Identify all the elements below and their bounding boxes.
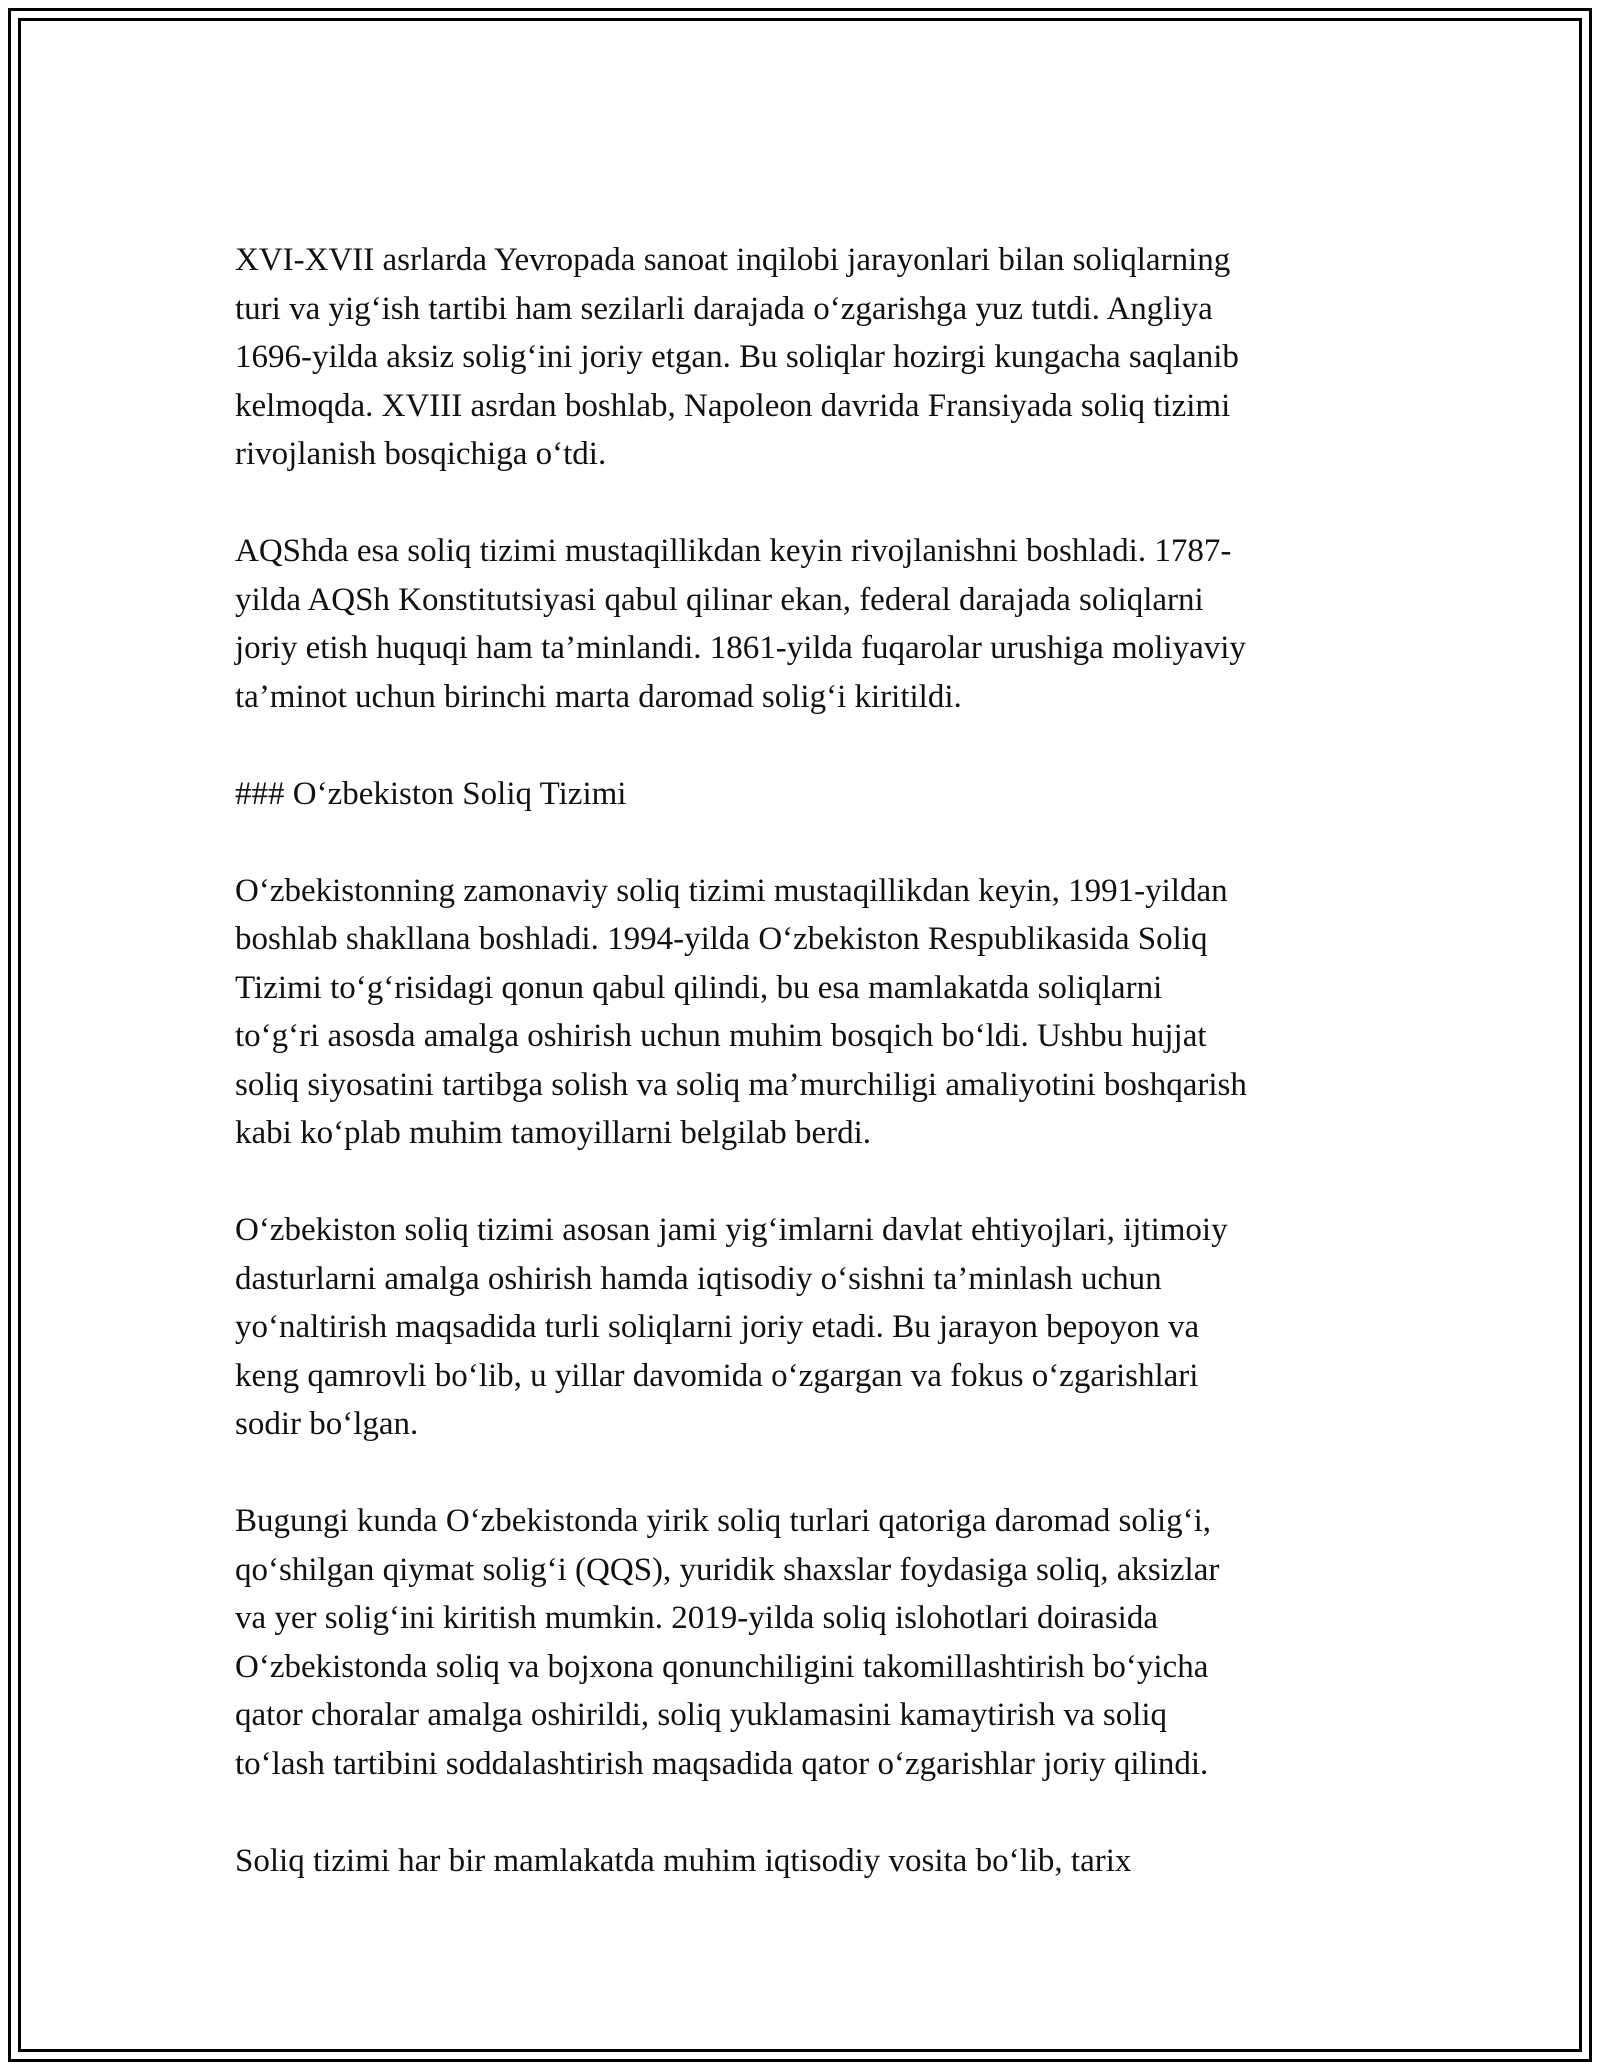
text-line: boshlab shakllana boshladi. 1994-yilda O‘zbekiston Respublikasida Soliq bbox=[235, 921, 1208, 957]
text-line: yilda AQSh Konstitutsiyasi qabul qilinar ekan, federal darajada soliqlarni bbox=[235, 581, 1204, 618]
paragraph-europe-history bbox=[235, 236, 1365, 479]
text-line: kelmoqda. XVIII asrdan boshlab, Napoleon davrida Fransiyada soliq tizimi bbox=[235, 387, 1231, 424]
text-line: qo‘shilgan qiymat solig‘i (QQS), yuridik shaxslar foydasiga soliq, aksizlar bbox=[235, 1551, 1220, 1588]
text-line: va yer solig‘ini kiritish mumkin. 2019-yilda soliq islohotlari doirasida bbox=[235, 1600, 1158, 1636]
text-line: yo‘naltirish maqsadida turli soliqlarni joriy etadi. Bu jarayon bepoyon va bbox=[235, 1309, 1200, 1345]
document-body bbox=[235, 236, 1365, 1885]
text-line: joriy etish huquqi ham ta’minlandi. 1861-yilda fuqarolar urushiga moliyaviy bbox=[235, 630, 1246, 666]
text-line: kabi ko‘plab muhim tamoyillarni belgilab berdi. bbox=[235, 1115, 872, 1151]
text-line: XVI-XVII asrlarda Yevropada sanoat inqilobi jarayonlari bilan soliqlarning bbox=[235, 242, 1231, 278]
text-line: sodir bo‘lgan. bbox=[235, 1406, 419, 1442]
text-line: O‘zbekiston soliq tizimi asosan jami yig‘imlarni davlat ehtiyojlari, ijtimoiy bbox=[235, 1212, 1228, 1248]
section-heading bbox=[235, 770, 1365, 819]
text-line: O‘zbekistonda soliq va bojxona qonunchiligini takomillashtirish bo‘yicha bbox=[235, 1648, 1209, 1685]
text-line: keng qamrovli bo‘lib, u yillar davomida o‘zgargan va fokus o‘zgarishlari bbox=[235, 1357, 1199, 1394]
paragraph-conclusion bbox=[235, 1837, 1365, 1886]
paragraph-uzbekistan-today bbox=[235, 1497, 1365, 1788]
text-line: AQShda esa soliq tizimi mustaqillikdan keyin rivojlanishni boshladi. 1787- bbox=[235, 533, 1232, 569]
text-line: to‘g‘ri asosda amalga oshirish uchun muhim bosqich bo‘ldi. Ushbu hujjat bbox=[235, 1018, 1207, 1054]
paragraph-usa-history bbox=[235, 527, 1365, 721]
text-line: Tizimi to‘g‘risidagi qonun qabul qilindi, bu esa mamlakatda soliqlarni bbox=[235, 969, 1163, 1006]
paragraph-uzbekistan-origin bbox=[235, 867, 1365, 1158]
text-line: O‘zbekistonning zamonaviy soliq tizimi mustaqillikdan keyin, 1991-yildan bbox=[235, 872, 1228, 909]
text-line: rivojlanish bosqichiga o‘tdi. bbox=[235, 436, 607, 472]
text-line: qator choralar amalga oshirildi, soliq yuklamasini kamaytirish va soliq bbox=[235, 1697, 1168, 1733]
paragraph-uzbekistan-purpose bbox=[235, 1206, 1365, 1449]
text-line: soliq siyosatini tartibga solish va soliq ma’murchiligi amaliyotini boshqarish bbox=[235, 1066, 1247, 1103]
text-line: 1696-yilda aksiz solig‘ini joriy etgan. Bu soliqlar hozirgi kungacha saqlanib bbox=[235, 339, 1239, 375]
text-line: dasturlarni amalga oshirish hamda iqtisodiy o‘sishni ta’minlash uchun bbox=[235, 1260, 1162, 1297]
text-line: ta’minot uchun birinchi marta daromad solig‘i kiritildi. bbox=[235, 678, 962, 715]
text-line: Soliq tizimi har bir mamlakatda muhim iqtisodiy vosita bo‘lib, tarix bbox=[235, 1842, 1132, 1879]
text-line: to‘lash tartibini soddalashtirish maqsadida qator o‘zgarishlar joriy qilindi. bbox=[235, 1745, 1209, 1782]
text-line: turi va yig‘ish tartibi ham sezilarli darajada o‘zgarishga yuz tutdi. Angliya bbox=[235, 290, 1213, 327]
text-line: Bugungi kunda O‘zbekistonda yirik soliq turlari qatoriga daromad solig‘i, bbox=[235, 1503, 1212, 1539]
heading-text: ### O‘zbekiston Soliq Tizimi bbox=[235, 775, 627, 812]
